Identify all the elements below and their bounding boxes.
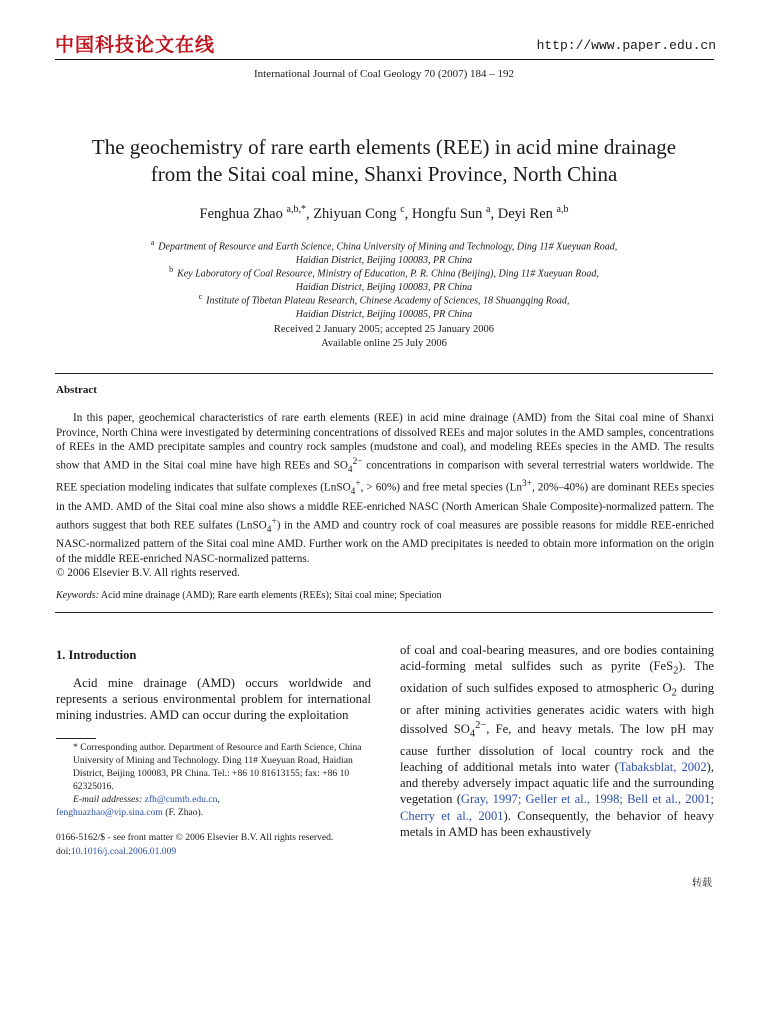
author-name: Zhiyuan Cong [313,205,397,222]
author-affil-mark: a [486,204,491,215]
logo-text: 中国科技论文在线 [55,34,216,56]
author-name: Deyi Ren [497,205,553,222]
affiliation-line: Key Laboratory of Coal Resource, Ministry of Education, P. R. China (Beijing), Ding 11# Xueyuan Road, [177,268,599,280]
abstract-text: concentrations in comparison with several terrestrial waters worldwide. The REE speciation modeling indicates that sulfate complexes (LnSO [56,459,714,495]
intro-text: of coal and coal-bearing measures, and ore bodies containing acid-forming metal sulfides such as pyrite (FeS [400,643,714,674]
author-name: Hongfu Sun [411,205,483,222]
journal-citation: International Journal of Coal Geology 70 (2007) 184 – 192 [254,68,514,80]
corresponding-author-note: * Corresponding author. Department of Resource and Earth Science, China University of Mining and Technology. Ding 11# Xueyuan Road, Haidian District, Beijing 100083, PR China. Tel.: +86 10 81613155; fax: +86 10 62325016. [73,742,362,792]
formula-sub: 4 [266,524,272,535]
footnote [56,741,371,819]
abstract-top-rule [55,373,713,374]
title-line-1: The geochemistry of rare earth elements (REE) in acid mine drainage [91,135,677,159]
author-name: Fenghua Zhao [199,205,283,222]
intro-text: ), and thereby adversely impact aquatic life and the surrounding vegetation ( [400,759,714,807]
abstract-paragraph [56,411,714,566]
abstract-bottom-rule [55,612,713,613]
formula-sup: 2− [352,456,363,467]
citation-link[interactable]: Gray, 1997; Geller et al., 1998; Bell et al., 2001; Cherry et al., 2001 [400,792,714,823]
abstract-copyright: © 2006 Elsevier B.V. All rights reserved. [56,567,240,580]
abstract-text: ) in the AMD and country rock of coal measures are possible reasons for middle REE-enriched NASC-normalized pattern of the Sitai coal mine AMD. Further work on the AMD precipitates is needed to obtain more information on the origin of the middle REE-enriched NASC-normalized patterns. [56,519,715,565]
available-date: Available online 25 July 2006 [321,338,447,349]
affiliation-mark: b [169,265,174,274]
abstract-heading: Abstract [56,384,97,396]
formula-sub: 4 [350,487,356,498]
received-date: Received 2 January 2005; accepted 25 January 2006 [273,324,495,335]
footnote-rule [56,738,96,739]
publication-info [56,831,371,859]
citation-link[interactable]: Tabaksblat, 2002 [618,759,707,774]
author-affil-mark: a,b,* [286,204,306,215]
email-link[interactable]: fenghuazhao@vip.sina.com [56,807,163,818]
affiliation-c [40,290,728,321]
article-dates [0,323,768,351]
email-label: E-mail addresses: [73,794,143,805]
site-logo [55,33,215,57]
formula-sub: 4 [469,728,476,740]
formula-sub: 4 [347,464,353,475]
intro-paragraph: Acid mine drainage (AMD) occurs worldwide and represents a serious environmental problem for international mining industries. AMD can occur during the exploitation [56,676,371,723]
abstract-text: , > 60%) and free metal species (Ln [360,482,523,495]
formula-sup: + [271,516,277,527]
abstract-body [56,411,714,581]
intro-text: ). Consequently, the behavior of heavy metals in AMD has been exhaustively [400,808,714,839]
site-url[interactable]: http://www.paper.edu.cn [536,38,716,53]
intro-text: ). The oxidation of such sulfides exposed to atmospheric O [400,659,715,695]
affiliation-line: Haidian District, Beijing 100083, PR China [295,281,473,293]
formula-sup: + [355,479,361,490]
abstract-text: , 20%–40%) are dominant REEs species in the AMD. AMD of the Sitai coal mine also shows a middle REE-enriched NASC (North American Shale Composite)-normalized pattern. The authors suggest that both REE sulfates (LnSO [56,482,714,532]
intro-text: , Fe, and heavy metals. The low pH may cause further dissolution of local country rock and the leaching of additional metals into water ( [400,722,715,774]
email-link[interactable]: zfh@cumtb.edu.cn [144,794,218,805]
formula-sub: 2 [671,687,677,699]
formula-sup: 3+ [522,479,532,490]
author-affil-mark: c [400,204,405,215]
keywords-label: Keywords: [56,590,99,601]
email-addresses: E-mail addresses: zfh@cumtb.edu.cn, [73,794,220,805]
doi-link[interactable]: 10.1016/j.coal.2006.01.009 [70,846,177,857]
repost-mark: 转载 [692,878,712,889]
formula-sub: 2 [673,665,679,677]
title-line-2: from the Sitai coal mine, Shanxi Province, North China [150,162,618,186]
doi-label: doi: [56,846,71,857]
keywords [56,590,714,601]
doi-line [56,845,371,859]
article-title [40,134,728,188]
intro-left-column [56,675,371,724]
affiliation-line: Institute of Tibetan Plateau Research, Chinese Academy of Sciences, 18 Shuangqing Road, [206,295,570,307]
author-list: Fenghua Zhao $^{a,b,*}$, Zhiyuan Cong $^c$, Hongfu Sun $^a$, Deyi Ren $^{a,b}$ [199,204,569,222]
section-heading: 1. Introduction [56,648,137,662]
affiliation-line: Haidian District, Beijing 100085, PR China [295,308,473,320]
formula-sup: 2− [475,719,487,731]
email-note: (F. Zhao). [165,807,204,818]
affiliation-line: Department of Resource and Earth Science, China University of Mining and Technology, Ding 11# Xueyuan Road, [158,241,618,253]
issn-line: 0166-5162/$ - see front matter © 2006 Elsevier B.V. All rights reserved. [56,832,334,843]
affiliation-mark: a [150,238,155,247]
abstract-text: In this paper, geochemical characteristics of rare earth elements (REE) in acid mine drainage (AMD) from the Sitai coal mine of Shanxi Province, North China were investigated by determining concentrations of dissolved REEs and major solutes in the AMD samples, concentrations of REEs in the AMD precipitate samples and country rock samples (mudstone and coal), and modeling REEs species in the AMD. The results show that AMD in the Sitai coal mine have high REEs and SO [56,412,714,472]
affiliation-line: Haidian District, Beijing 100083, PR China [295,254,473,266]
affiliation-mark: c [198,292,203,301]
email-line-2 [56,806,371,819]
keywords-list: Acid mine drainage (AMD); Rare earth elements (REEs); Sitai coal mine; Speciation [100,590,442,601]
author-affil-mark: a,b [556,204,569,215]
intro-right-column [400,642,714,840]
intro-text: during or after mining activities generates acidic waters with high dissolved SO [400,680,714,737]
header-divider [55,59,714,60]
